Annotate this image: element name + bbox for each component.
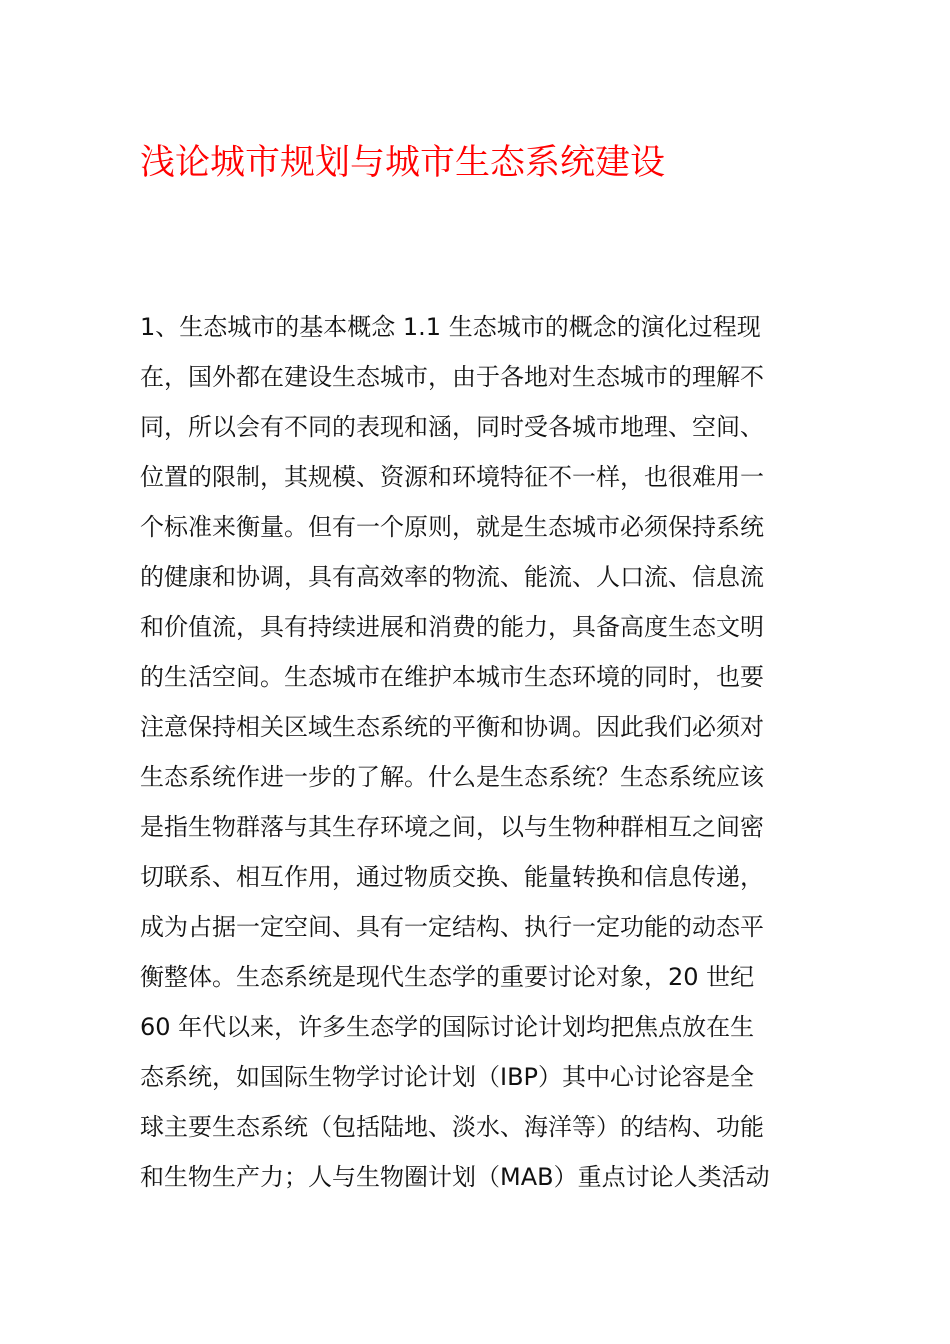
- text-line: 球主要生态系统（包括陆地、淡水、海洋等）的结构、功能: [140, 1113, 764, 1141]
- text-line: 同，所以会有不同的表现和涵，同时受各城市地理、空间、: [140, 413, 764, 441]
- text-line: 生态系统作进一步的了解。什么是生态系统？生态系统应该: [140, 763, 764, 791]
- text-line: 成为占据一定空间、具有一定结构、执行一定功能的动态平: [140, 913, 764, 941]
- body-paragraph: [140, 302, 820, 1202]
- text-line: 衡整体。生态系统是现代生态学的重要讨论对象，20 世纪: [140, 963, 755, 991]
- text-line: 是指生物群落与其生存环境之间，以与生物种群相互之间密: [140, 813, 764, 841]
- text-line: 态系统，如国际生物学讨论计划（IBP）其中心讨论容是全: [140, 1063, 755, 1091]
- text-line: 1、生态城市的基本概念 1.1 生态城市的概念的演化过程现: [140, 313, 761, 341]
- text-line: 切联系、相互作用，通过物质交换、能量转换和信息传递，: [140, 863, 764, 891]
- document-title: 浅论城市规划与城市生态系统建设: [140, 143, 666, 183]
- text-line: 和生物生产力；人与生物圈计划（MAB）重点讨论人类活动: [140, 1163, 770, 1191]
- text-line: 位置的限制，其规模、资源和环境特征不一样，也很难用一: [140, 463, 764, 491]
- text-line: 在，国外都在建设生态城市，由于各地对生态城市的理解不: [140, 363, 764, 391]
- text-line: 的健康和协调，具有高效率的物流、能流、人口流、信息流: [140, 563, 764, 591]
- text-line: 个标准来衡量。但有一个原则，就是生态城市必须保持系统: [140, 513, 764, 541]
- text-line: 注意保持相关区域生态系统的平衡和协调。因此我们必须对: [140, 713, 764, 741]
- text-line: 和价值流，具有持续进展和消费的能力，具备高度生态文明: [140, 613, 764, 641]
- text-line: 60 年代以来，许多生态学的国际讨论计划均把焦点放在生: [140, 1013, 755, 1041]
- text-line: 的生活空间。生态城市在维护本城市生态环境的同时，也要: [140, 663, 764, 691]
